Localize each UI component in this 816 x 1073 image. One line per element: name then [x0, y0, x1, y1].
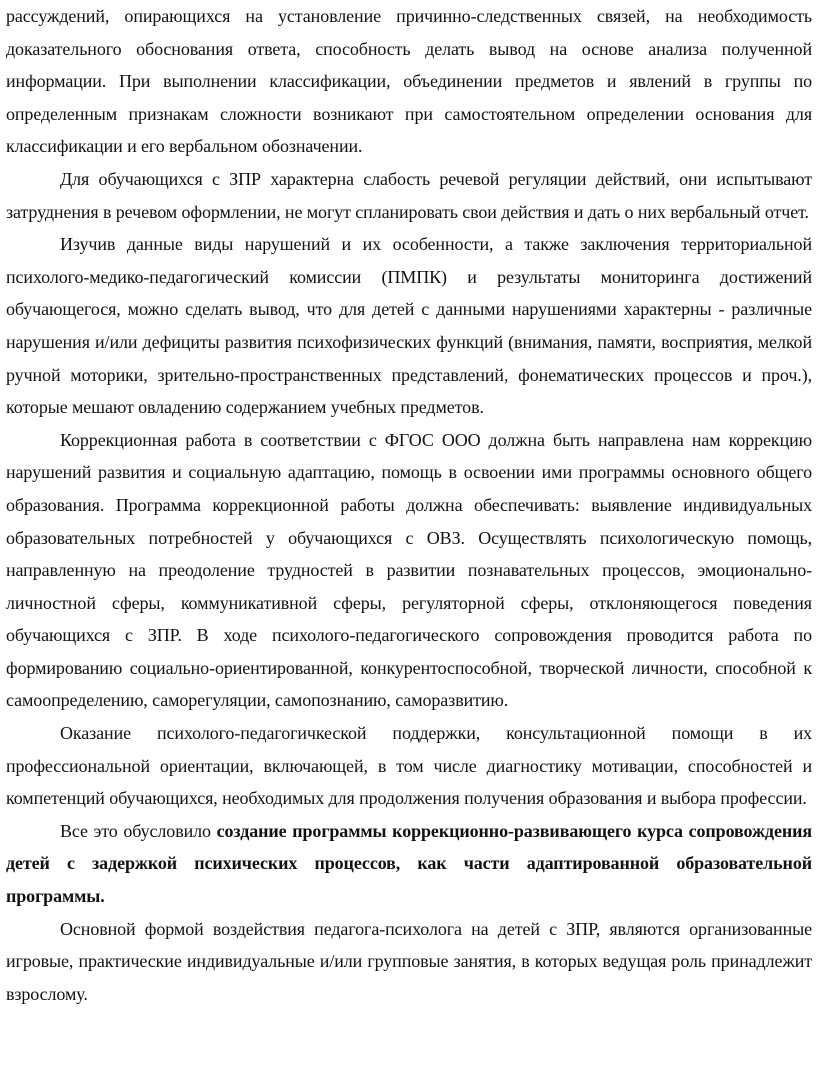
- paragraph-correctional-work: Коррекционная работа в соответствии с ФГОС ООО должна быть направлена нам коррекцию нарушений развития и социальную адаптацию, помощь в освоении ими программы основного общего образования. Программа коррекционной работы должна обеспечивать: выявление индивидуальных образовательных потребностей у обучающихся с ОВЗ. Осуществлять психологическую помощь, направленную на преодоление трудностей в развитии познавательных процессов, эмоционально-личностной сферы, коммуникативной сферы, регуляторной сферы, отклоняющегося поведения обучающихся с ЗПР. В ходе психолого-педагогического сопровождения проводится работа по формированию социально-ориентированной, конкурентоспособной, творческой личности, способной к самоопределению, саморегуляции, самопознанию, саморазвитию.: [6, 429, 812, 711]
- program-creation-lead: Все это обусловило: [60, 820, 217, 841]
- document-body: [6, 0, 812, 1010]
- paragraph-main-form: Основной формой воздействия педагога-психолога на детей с ЗПР, являются организованные игровые, практические индивидуальные и/или групповые занятия, в которых ведущая роль принадлежит взрослому.: [6, 918, 812, 1004]
- paragraph-psychological-support: Оказание психолого-педагогичкеской поддержки, консультационной помощи в их профессиональной ориентации, включающей, в том числе диагностику мотивации, способностей и компетенций обучающихся, необходимых для продолжения получения образования и выбора профессии.: [6, 723, 812, 809]
- program-creation-emphasis: создание программы коррекционно-развивающего курса сопровождения детей с задержкой психических процессов, как части адаптированной образовательной программы.: [6, 820, 813, 907]
- paragraph-speech-regulation: Для обучающихся с ЗПР характерна слабость речевой регуляции действий, они испытывают затруднения в речевом оформлении, не могут спланировать свои действия и дать о них вербальный отчет.: [6, 168, 812, 222]
- paragraph-program-creation: [6, 815, 812, 913]
- paragraph-reasoning-continuation: рассуждений, опирающихся на установление причинно-следственных связей, на необходимость доказательного обоснования ответа, способность делать вывод на основе анализа полученной информации. При выполнении классификации, объединении предметов и явлений в группы по определенным признакам сложности возникают при самостоятельном определении основания для классификации и его вербальном обозначении.: [6, 6, 812, 157]
- paragraph-violations-analysis: Изучив данные виды нарушений и их особенности, а также заключения территориальной психолого-медико-педагогический комиссии (ПМПК) и результаты мониторинга достижений обучающегося, можно сделать вывод, что для детей с данными нарушениями характерны - различные нарушения и/или дефициты развития психофизических функций (внимания, памяти, восприятия, мелкой ручной моторики, зрительно-пространственных представлений, фонематических процессов и проч.), которые мешают овладению содержанием учебных предметов.: [6, 234, 812, 418]
